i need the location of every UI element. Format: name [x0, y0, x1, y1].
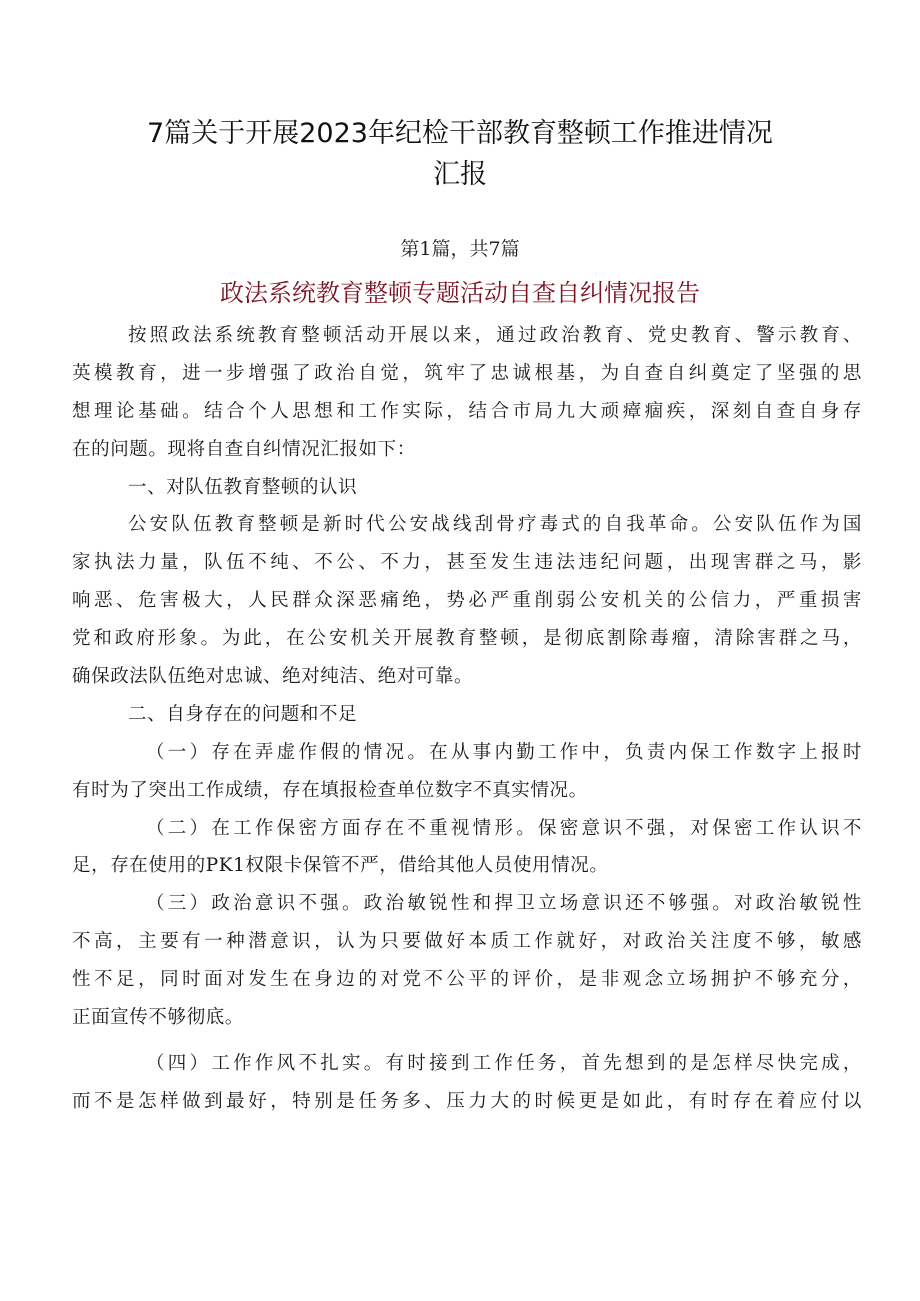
paragraph-line: 想理论基础。结合个人思想和工作实际，结合市局九大顽瘴痼疾，深刻自查自身存 — [72, 400, 862, 422]
document-title-line-2: 汇报 — [433, 159, 487, 190]
paragraph-line: 英模教育，进一步增强了政治自觉，筑牢了忠诚根基，为自查自纠奠定了坚强的思 — [72, 362, 862, 384]
section-title: 政法系统教育整顿专题活动自查自纠情况报告 — [220, 279, 700, 307]
paragraph-gap — [72, 1037, 862, 1045]
body-text — [72, 317, 862, 1121]
paragraph-line: （一）存在弄虚作假的情况。在从事内勤工作中，负责内保工作数字上报时 — [146, 741, 862, 763]
paragraph-line: 在的问题。现将自查自纠情况汇报如下： — [72, 438, 416, 460]
paragraph-line: 家执法力量，队伍不纯、不公、不力，甚至发生违法违纪问题，出现害群之马，影 — [72, 552, 862, 574]
paragraph-line: 确保政法队伍绝对忠诚、绝对纯洁、绝对可靠。 — [72, 666, 474, 688]
part-label: 第1篇，共7篇 — [400, 238, 520, 260]
paragraph-line: 不高，主要有一种潜意识，认为只要做好本质工作就好，对政治关注度不够，敏感 — [72, 931, 862, 953]
paragraph-line: 而不是怎样做到最好，特别是任务多、压力大的时候更是如此，有时存在着应付以 — [72, 1090, 862, 1112]
paragraph-line: （三）政治意识不强。政治敏锐性和捍卫立场意识还不够强。对政治敏锐性 — [146, 893, 862, 915]
paragraph-line: 足，存在使用的PK1权限卡保管不严，借给其他人员使用情况。 — [72, 855, 609, 877]
section-heading: 一、对队伍教育整顿的认识 — [128, 476, 358, 498]
paragraph-line: 公安队伍教育整顿是新时代公安战线刮骨疗毒式的自我革命。公安队伍作为国 — [128, 514, 862, 536]
paragraph-line: 性不足，同时面对发生在身边的对党不公平的评价，是非观念立场拥护不够充分， — [72, 969, 862, 991]
paragraph-line: （四）工作作风不扎实。有时接到工作任务，首先想到的是怎样尽快完成， — [146, 1052, 862, 1074]
paragraph-line: 响恶、危害极大，人民群众深恶痛绝，势必严重削弱公安机关的公信力，严重损害 — [72, 590, 862, 612]
paragraph-line: 正面宣传不够彻底。 — [72, 1007, 244, 1029]
paragraph-line: 按照政法系统教育整顿活动开展以来，通过政治教育、党史教育、警示教育、 — [128, 325, 862, 346]
paragraph-line: 有时为了突出工作成绩，存在填报检查单位数字不真实情况。 — [72, 779, 588, 801]
paragraph-line: （二）在工作保密方面存在不重视情形。保密意识不强，对保密工作认识不 — [146, 817, 862, 839]
paragraph-line: 党和政府形象。为此，在公安机关开展教育整顿，是彻底割除毒瘤，清除害群之马， — [72, 628, 862, 650]
document-title-line-1: 7篇关于开展2023年纪检干部教育整顿工作推进情况 — [147, 118, 773, 149]
section-heading: 二、自身存在的问题和不足 — [128, 703, 358, 725]
